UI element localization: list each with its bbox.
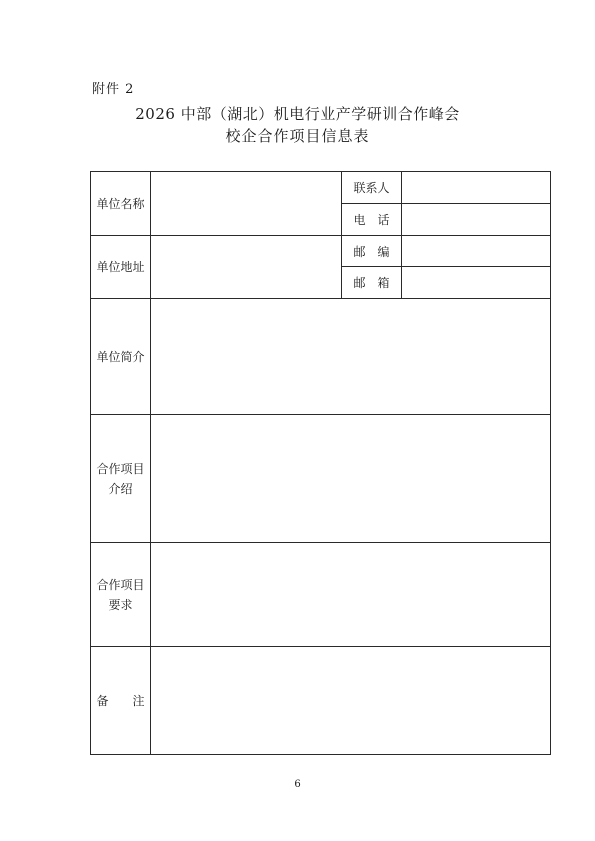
unit-address-label: 单位地址 [91, 236, 151, 299]
unit-name-label: 单位名称 [91, 172, 151, 236]
document-title: 2026 中部（湖北）机电行业产学研训合作峰会 [135, 105, 460, 123]
attachment-label: 附件 2 [92, 82, 135, 97]
document-subtitle: 校企合作项目信息表 [225, 127, 370, 145]
project-intro-field[interactable] [151, 415, 551, 543]
project-requirements-label-line2: 要求 [108, 597, 133, 612]
phone-field[interactable] [402, 204, 551, 236]
project-info-form [90, 171, 551, 755]
project-requirements-field[interactable] [151, 543, 551, 647]
project-intro-label-line2: 介绍 [108, 481, 133, 496]
project-requirements-label-line1: 合作项目 [96, 577, 145, 592]
remarks-field[interactable] [151, 647, 551, 755]
unit-name-field[interactable] [151, 172, 342, 236]
email-label: 邮 箱 [342, 267, 402, 299]
project-intro-label-line1: 合作项目 [96, 461, 145, 476]
unit-intro-field[interactable] [151, 299, 551, 415]
phone-label: 电 话 [342, 204, 402, 236]
page-number: 6 [294, 779, 301, 790]
email-field[interactable] [402, 267, 551, 299]
unit-address-field[interactable] [151, 236, 342, 299]
contact-person-field[interactable] [402, 172, 551, 204]
unit-intro-label: 单位简介 [91, 299, 151, 415]
postcode-label: 邮 编 [342, 236, 402, 267]
project-intro-label [91, 415, 151, 543]
contact-person-label: 联系人 [342, 172, 402, 204]
postcode-field[interactable] [402, 236, 551, 267]
project-requirements-label [91, 543, 151, 647]
remarks-label: 备 注 [91, 647, 151, 755]
